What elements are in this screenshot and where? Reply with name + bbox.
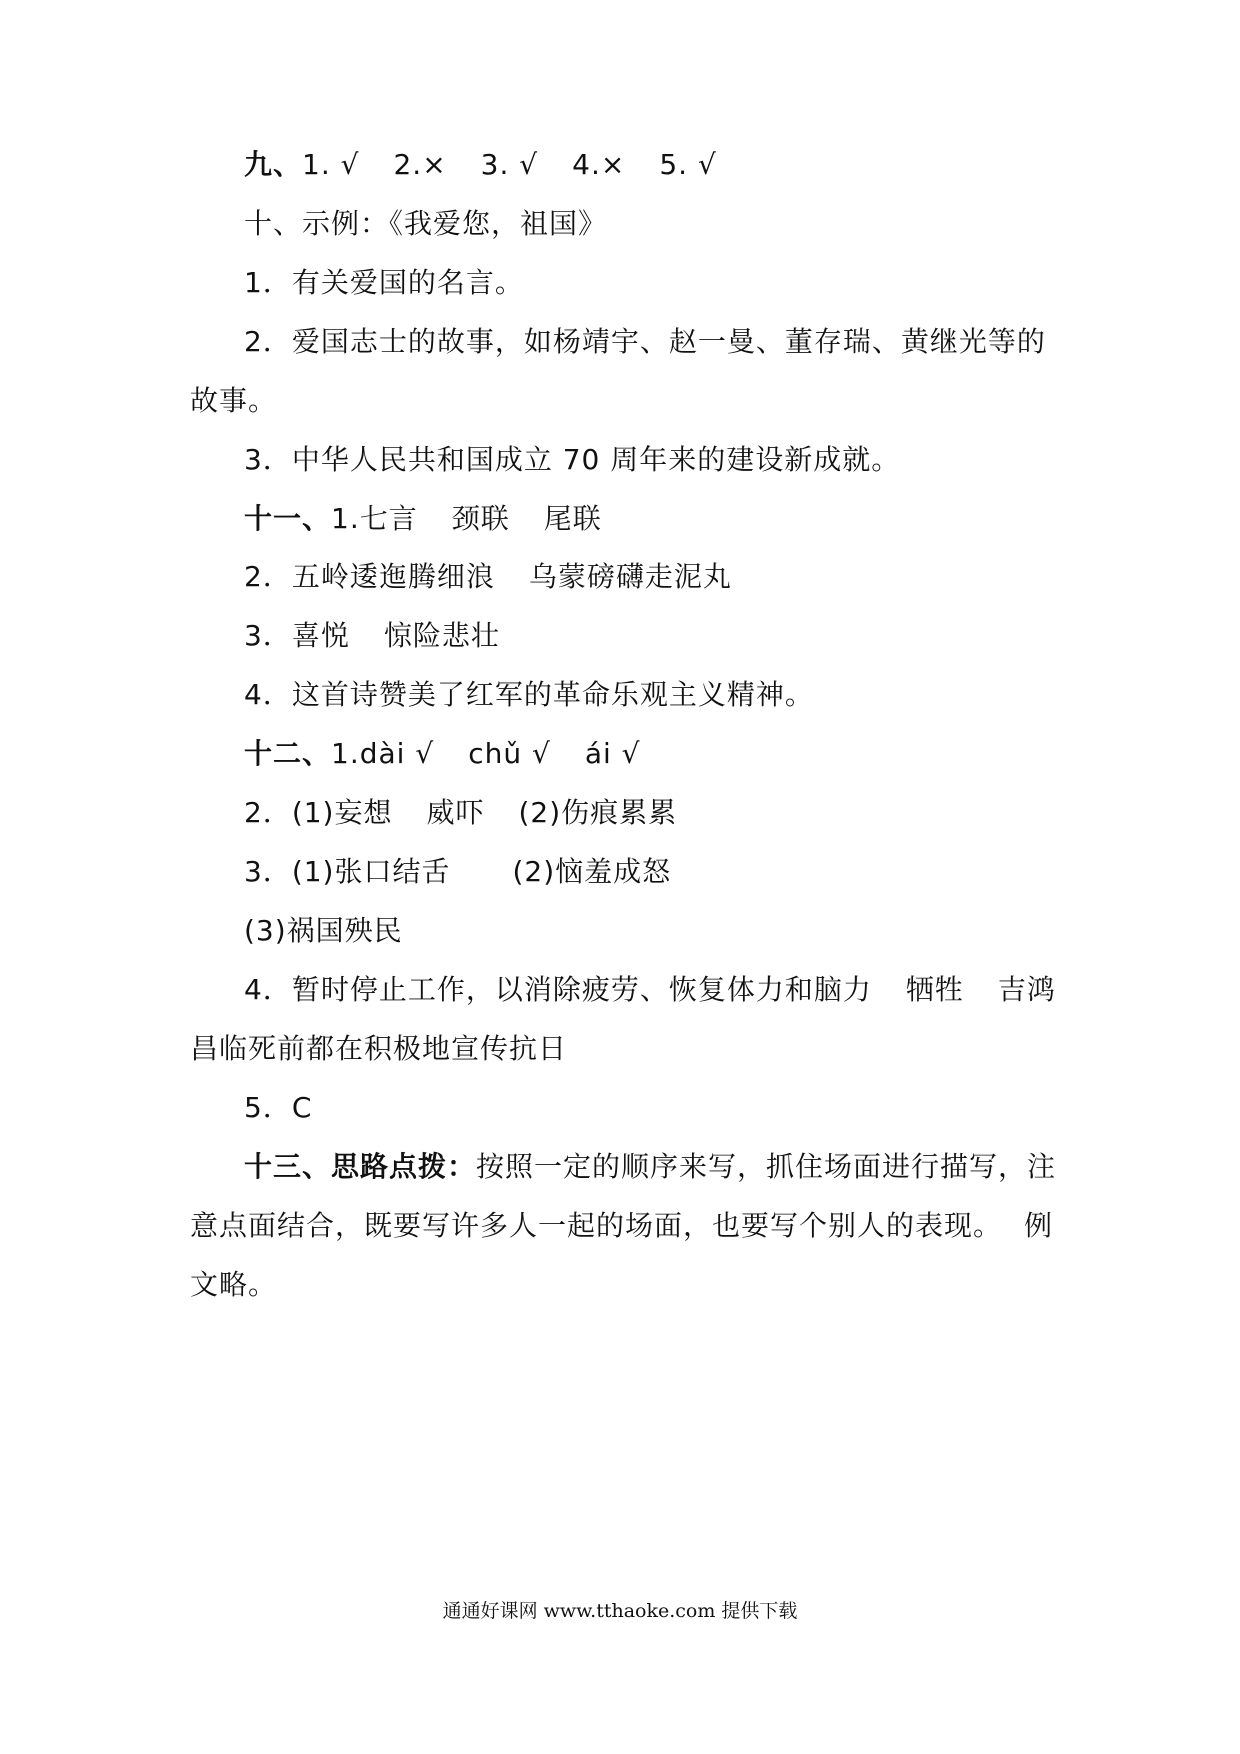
q11-item-2 bbox=[244, 560, 732, 594]
q9-item-2: 2.× bbox=[393, 148, 447, 181]
q11-item-1-a: 1.七言 bbox=[331, 502, 418, 535]
q10-heading: 十、示例：《我爱您，祖国》 bbox=[244, 207, 608, 240]
q12-label: 十二、 bbox=[244, 737, 332, 770]
q11-item-2-a: 2．五岭逶迤腾细浪 bbox=[244, 560, 495, 593]
q11-item-1 bbox=[244, 502, 602, 536]
q12-item-3 bbox=[244, 855, 671, 889]
q11-item-3 bbox=[244, 619, 500, 653]
footer-text: 通通好课网 www.tthaoke.com 提供下载 bbox=[442, 1600, 798, 1622]
q12-item-4-line-1 bbox=[244, 973, 1056, 1007]
q12-item-4-line-2: 昌临死前都在积极地宣传抗日 bbox=[190, 1032, 568, 1065]
q11-item-4: 4．这首诗赞美了红军的革命乐观主义精神。 bbox=[244, 678, 814, 711]
q12-item-4-c: 吉鸿 bbox=[997, 973, 1056, 1006]
q13-line-3: 文略。 bbox=[190, 1268, 278, 1301]
q12-item-1-b: chǔ √ bbox=[468, 737, 551, 770]
q9-answers bbox=[244, 148, 717, 182]
q11-item-1-c: 尾联 bbox=[543, 502, 602, 535]
q13-line-1 bbox=[244, 1150, 1056, 1184]
q12-item-2 bbox=[244, 796, 677, 830]
q9-item-5: 5. √ bbox=[659, 148, 717, 181]
q12-item-1-c: ái √ bbox=[584, 737, 641, 770]
q12-item-2-c: (2)伤痕累累 bbox=[518, 796, 678, 829]
q12-item-4-b: 牺牲 bbox=[905, 973, 964, 1006]
q11-item-3-b: 惊险悲壮 bbox=[383, 619, 500, 652]
q10-item-1: 1．有关爱国的名言。 bbox=[244, 266, 524, 299]
q11-item-1-b: 颈联 bbox=[451, 502, 510, 535]
q12-item-2-b: 威吓 bbox=[426, 796, 485, 829]
q13-line-2-a: 意点面结合，既要写许多人一起的场面，也要写个别人的表现。 bbox=[190, 1209, 1003, 1242]
q9-item-4: 4.× bbox=[572, 148, 626, 181]
q9-item-3: 3. √ bbox=[480, 148, 539, 181]
q11-item-3-a: 3．喜悦 bbox=[244, 619, 350, 652]
q12-item-3-a: 3．(1)张口结舌 bbox=[244, 855, 451, 888]
q13-line-1-text: 按照一定的顺序来写，抓住场面进行描写，注 bbox=[476, 1150, 1057, 1183]
q11-label: 十一、 bbox=[244, 502, 332, 535]
q12-item-2-a: 2．(1)妄想 bbox=[244, 796, 393, 829]
q10-item-2-line-1: 2．爱国志士的故事，如杨靖宇、赵一曼、董存瑞、黄继光等的 bbox=[244, 325, 1046, 358]
q9-label: 九、 bbox=[244, 148, 303, 181]
q10-item-3: 3．中华人民共和国成立 70 周年来的建设新成就。 bbox=[244, 443, 901, 476]
q12-item-4-a: 4．暂时停止工作，以消除疲劳、恢复体力和脑力 bbox=[244, 973, 872, 1006]
q12-item-5: 5．C bbox=[244, 1091, 313, 1124]
q13-label: 十三、思路点拨： bbox=[244, 1150, 477, 1183]
q9-item-1: 1. √ bbox=[302, 148, 360, 181]
q12-item-1-a: 1.dài √ bbox=[331, 737, 435, 770]
q12-item-1 bbox=[244, 737, 641, 771]
q12-item-3-cont: (3)祸国殃民 bbox=[244, 914, 403, 947]
q13-line-2-b: 例 bbox=[1024, 1209, 1054, 1242]
q12-item-3-b: (2)恼羞成怒 bbox=[512, 855, 672, 888]
q10-item-2-line-2: 故事。 bbox=[190, 384, 278, 417]
q13-line-2 bbox=[190, 1209, 1053, 1243]
q11-item-2-b: 乌蒙磅礴走泥丸 bbox=[528, 560, 732, 593]
